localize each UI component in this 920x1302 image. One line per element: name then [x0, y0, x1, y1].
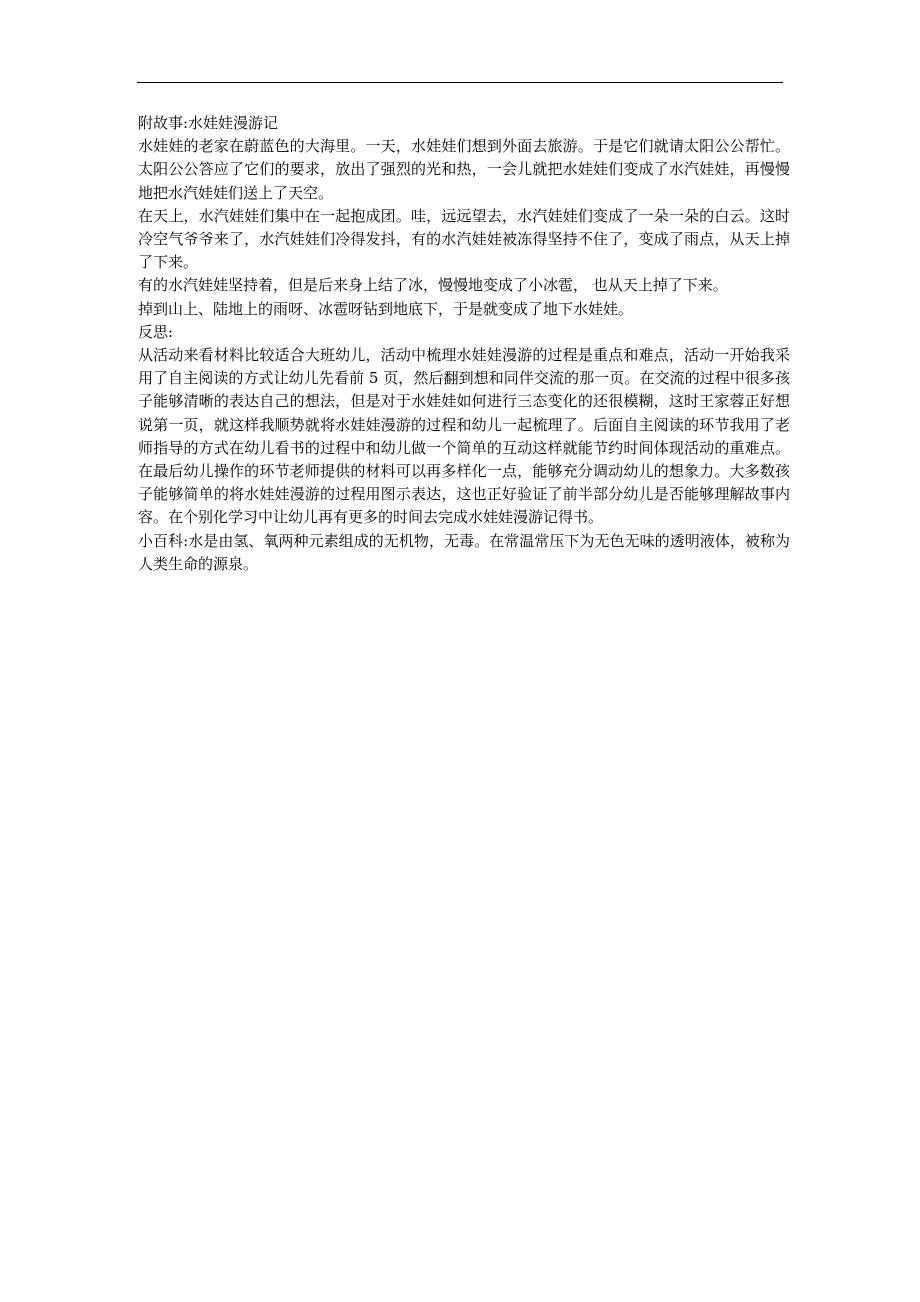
encyclopedia-paragraph: 小百科:水是由氢、氧两种元素组成的无机物，无毒。在常温常压下为无色无味的透明液体，被称为人类生命的源泉。 [138, 531, 790, 573]
reflection-heading: 反思: [138, 322, 174, 341]
story-paragraph-3: 有的水汽娃娃坚持着，但是后来身上结了冰，慢慢地变成了小冰雹， 也从天上掉了下来。 [138, 276, 728, 295]
document-body [138, 112, 790, 576]
header-rule [137, 82, 783, 83]
story-paragraph-4: 掉到山上、陆地上的雨呀、冰雹呀钻到地底下，于是就变成了地下水娃娃。 [138, 299, 634, 318]
reflection-paragraph: 从活动来看材料比较适合大班幼儿，活动中梳理水娃娃漫游的过程是重点和难点，活动一开始我采用了自主阅读的方式让幼儿先看前 5 页，然后翻到想和同伴交流的那一页。在交流的过程中很多孩子能够清晰的表达自己的想法，但是对于水娃娃如何进行三态变化的还很模糊，这时王家蓉正好想说第一页，就这样我顺势就将水娃娃漫游的过程和幼儿一起梳理了。后面自主阅读的环节我用了老师指导的方式在幼儿看书的过程中和幼儿做一个简单的互动这样就能节约时间体现活动的重难点。在最后幼儿操作的环节老师提供的材料可以再多样化一点，能够充分调动幼儿的想象力。大多数孩子能够简单的将水娃娃漫游的过程用图示表达，这也正好验证了前半部分幼儿是否能够理解故事内容。在个别化学习中让幼儿再有更多的时间去完成水娃娃漫游记得书。 [138, 346, 790, 527]
story-paragraph-1: 水娃娃的老家在蔚蓝色的大海里。一天，水娃娃们想到外面去旅游。于是它们就请太阳公公帮忙。太阳公公答应了它们的要求，放出了强烈的光和热，一会儿就把水娃娃们变成了水汽娃娃，再慢慢地把水汽娃娃们送上了天空。 [138, 137, 790, 202]
story-heading: 附故事:水娃娃漫游记 [138, 114, 279, 132]
story-paragraph-2: 在天上，水汽娃娃们集中在一起抱成团。哇，远远望去，水汽娃娃们变成了一朵一朵的白云。这时冷空气爷爷来了，水汽娃娃们冷得发抖，有的水汽娃娃被冻得坚持不住了，变成了雨点，从天上掉了下来。 [138, 206, 790, 272]
